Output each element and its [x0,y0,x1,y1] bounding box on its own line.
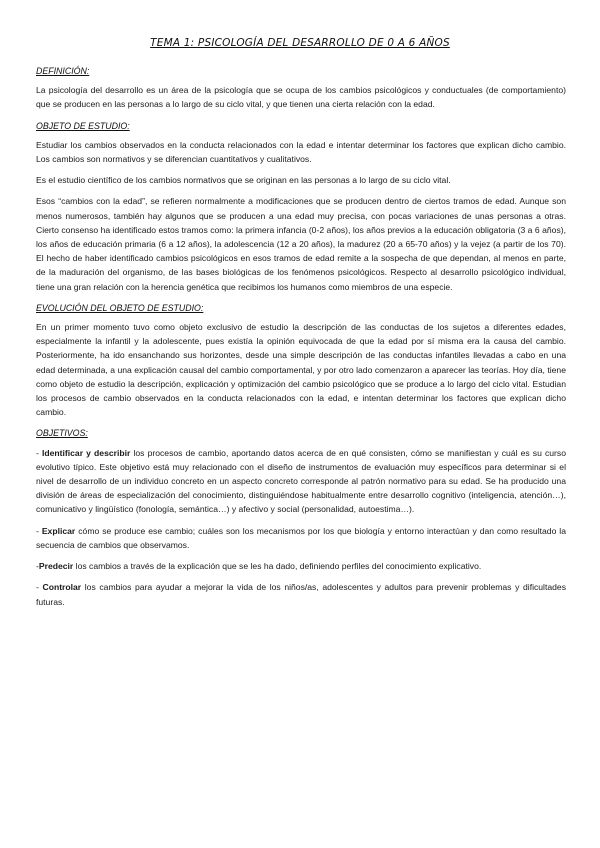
heading-evolucion: EVOLUCIÓN DEL OBJETO DE ESTUDIO: [36,302,204,313]
objective-keyword: Identificar y describir [41,447,131,458]
objective-text: los cambios a través de la explicación que se les ha dado, definiendo perfiles del conocimiento explicativo. [73,561,482,572]
objective-prefix: - [36,447,42,458]
heading-objeto: OBJETO DE ESTUDIO: [36,120,130,131]
objective-keyword: Predecir [38,561,74,572]
objective-text: los cambios para ayudar a mejorar la vida de los niños/as, adolescentes y adultos para prevenir problemas y dificultades futuras. [36,582,566,607]
objective-text: los procesos de cambio, aportando datos acerca de en qué consisten, cómo se manifiestan y cuál es su curso evolutivo típico. Este objetivo está muy relacionado con el diseño de instrumentos de evaluación muy específicos para determinar si el nivel de desarrollo de un individuo concreto en un aspecto concreto corresponde al patrón normativo para su edad. Se ha producido una división de áreas de especialización del conocimiento, distinguiéndose habitualmente entre desarrollo cognitivo (inteligencia, atención…), comunicativo y lingüístico (fonología, semántica…) y afectivo y social (personalidad, autoestima…). [36,447,567,515]
objective-keyword: Explicar [41,525,76,536]
objective-item-identificar [36,446,566,517]
paragraph-objeto-1: Estudiar los cambios observados en la conducta relacionados con la edad e intentar determinar los factores que explican dicho cambio. Los cambios son normativos y se diferencian cuantitativos y cualitativos. [36,139,566,165]
objective-prefix: - [36,525,42,536]
paragraph-objeto-3: Esos “cambios con la edad”, se refieren normalmente a modificaciones que se producen dentro de ciertos tramos de edad. Aunque son menos numerosos, también hay algunos que se producen a una edad muy precisa, con pocas variaciones de unas personas a otras. Cierto consenso ha identificado estos tramos como: la primera infancia (0-2 años), los años previos a la educación obligatoria (3 a 6 años), los años de educación primaria (6 a 12 años), la adolescencia (12 a 20 años), la madurez (20 a 65-70 años) y la vejez (a partir de los 70). El hecho de haber identificado cambios psicológicos en esos tramos de edad remite a la sospecha de que dependan, al menos en parte, de la maduración del organismo, de las bases biológicas de los fenómenos psicológicos. Respecto al desarrollo psicológico individual, tiene una gran relación con la herencia genética que recibimos los humanos como miembros de una especie. [36,196,566,292]
paragraph-definicion: La psicología del desarrollo es un área de la psicología que se ocupa de los cambios psicológicos y conductuales (de comportamiento) que se producen en las personas a lo largo de su ciclo vital, y que tienen una cierta relación con la edad. [36,85,566,110]
objective-item-explicar [36,524,566,552]
page-title: TEMA 1: PSICOLOGÍA DEL DESARROLLO DE 0 A 6 AÑOS [150,37,450,49]
objective-keyword: Controlar [42,582,82,593]
heading-objetivos: OBJETIVOS: [36,428,88,439]
objective-prefix: - [36,582,43,593]
paragraph-evolucion: En un primer momento tuvo como objeto exclusivo de estudio la descripción de las conductas de los sujetos a diferentes edades, especialmente la infantil y la adolescente, pues existía la opinión equivocada de que la edad por sí misma era la causa del cambio. Posteriormente, ha ido ensanchando sus horizontes, desde una simple descripción de las conductas infantiles llevadas a cabo en una edad determinada, a una explicación causal del cambio comportamental, y por otro lado comenzaron a aparecer las teorías. Hoy día, tiene como objeto de estudio la descripción, explicación y optimización del cambio psicológico que se produce a lo largo del ciclo vital. Estudian los procesos de cambio observados en la conducta relacionados con la edad, e intentan determinar los factores que explican dicho cambio. [36,322,566,418]
objective-item-controlar [36,580,566,608]
document-body [36,64,566,616]
objective-prefix: - [36,561,39,572]
objective-item-predecir [36,559,566,573]
paragraph-objeto-2: Es el estudio científico de los cambios normativos que se originan en las personas a lo largo de su ciclo vital. [36,175,451,186]
heading-definicion: DEFINICIÓN: [36,66,90,76]
objective-text: cómo se produce ese cambio; cuáles son los mecanismos por los que biología y entorno interactúan y dan como resultado la secuencia de cambios que observamos. [36,525,566,550]
